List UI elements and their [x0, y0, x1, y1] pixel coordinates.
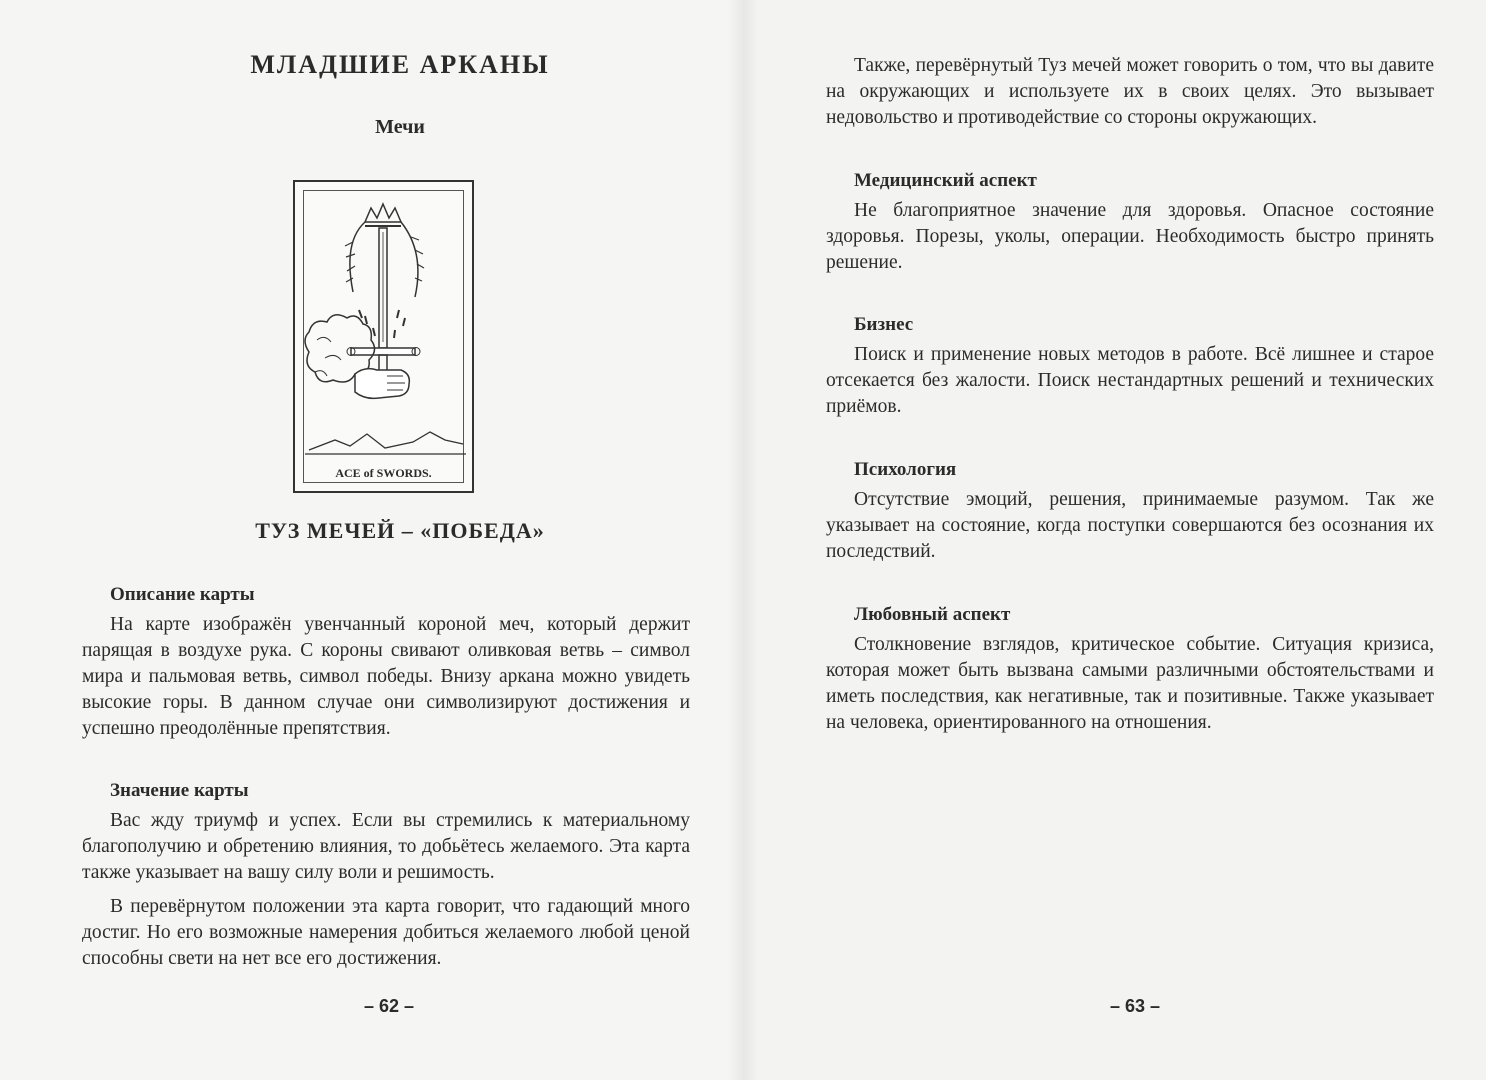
psychology-paragraph: Отсутствие эмоций, решения, принимаемые разумом. Так же указывает на состояние, когда поступки совершаются без осознания их последствий. — [826, 489, 1434, 562]
card-caption: ACE of SWORDS. — [335, 466, 432, 480]
description-paragraph: На карте изображён увенчанный короной меч, который держит парящая в воздухе рука. С короны свивают оливковая ветвь – символ мира и пальмовая ветвь, символ победы. Внизу аркана можно увидеть высокие горы. В данном случае они символизируют достижения и успешно преодолённые препятствия. — [82, 614, 690, 739]
card-heading: ТУЗ МЕЧЕЙ – «ПОБЕДА» — [255, 518, 545, 543]
description-heading: Описание карты — [110, 584, 255, 605]
meaning-section — [82, 780, 690, 980]
love-paragraph: Столкновение взглядов, критическое событие. Ситуация кризиса, которая может быть вызвана самыми различными обстоятельствами и иметь последствия, как негативные, так и позитивные. Также указывает на человека, ориентированного на отношения. — [826, 634, 1434, 733]
medical-heading: Медицинский аспект — [854, 170, 1037, 191]
psychology-heading: Психология — [854, 459, 957, 480]
ace-of-swords-card-illustration — [293, 180, 474, 493]
subsection-title: Мечи — [375, 116, 425, 138]
psychology-section — [826, 459, 1434, 573]
meaning-heading: Значение карты — [110, 780, 249, 801]
business-paragraph: Поиск и применение новых методов в работе. Всё лишнее и старое отсекается без жалости. Поиск нестандартных решений и технических приёмов. — [826, 344, 1434, 417]
love-heading: Любовный аспект — [854, 604, 1011, 625]
page-number-right: – 63 – — [1110, 996, 1161, 1016]
business-heading: Бизнес — [854, 314, 914, 335]
sword-hand-drawing — [295, 182, 476, 495]
page-number-left: – 62 – — [364, 996, 415, 1016]
meaning-paragraph: Вас жду триумф и успех. Если вы стремились к материальному благополучию и обретению влияния, то добьётесь желаемого. Эта карта также указывает на вашу силу воли и решимость. — [82, 810, 690, 883]
business-section — [826, 314, 1434, 428]
medical-paragraph: Не благоприятное значение для здоровья. Опасное состояние здоровья. Порезы, уколы, операции. Необходимость быстро принять решение. — [826, 200, 1434, 273]
book-gutter — [728, 0, 758, 1080]
reversed-intro-paragraph: Также, перевёрнутый Туз мечей может говорить о том, что вы давите на окружающих и используете их в своих целях. Это вызывает недовольство и противодействие со стороны окружающих. — [826, 55, 1434, 128]
love-section — [826, 604, 1434, 744]
meaning-reversed-paragraph: В перевёрнутом положении эта карта говорит, что гадающий много достиг. Но его возможные намерения добиться желаемого любой ценой способны свети на нет все его достижения. — [82, 896, 690, 969]
section-title: МЛАДШИЕ АРКАНЫ — [250, 50, 550, 79]
description-section — [82, 584, 690, 750]
reversed-intro-section — [826, 53, 1434, 139]
medical-section — [826, 170, 1434, 284]
